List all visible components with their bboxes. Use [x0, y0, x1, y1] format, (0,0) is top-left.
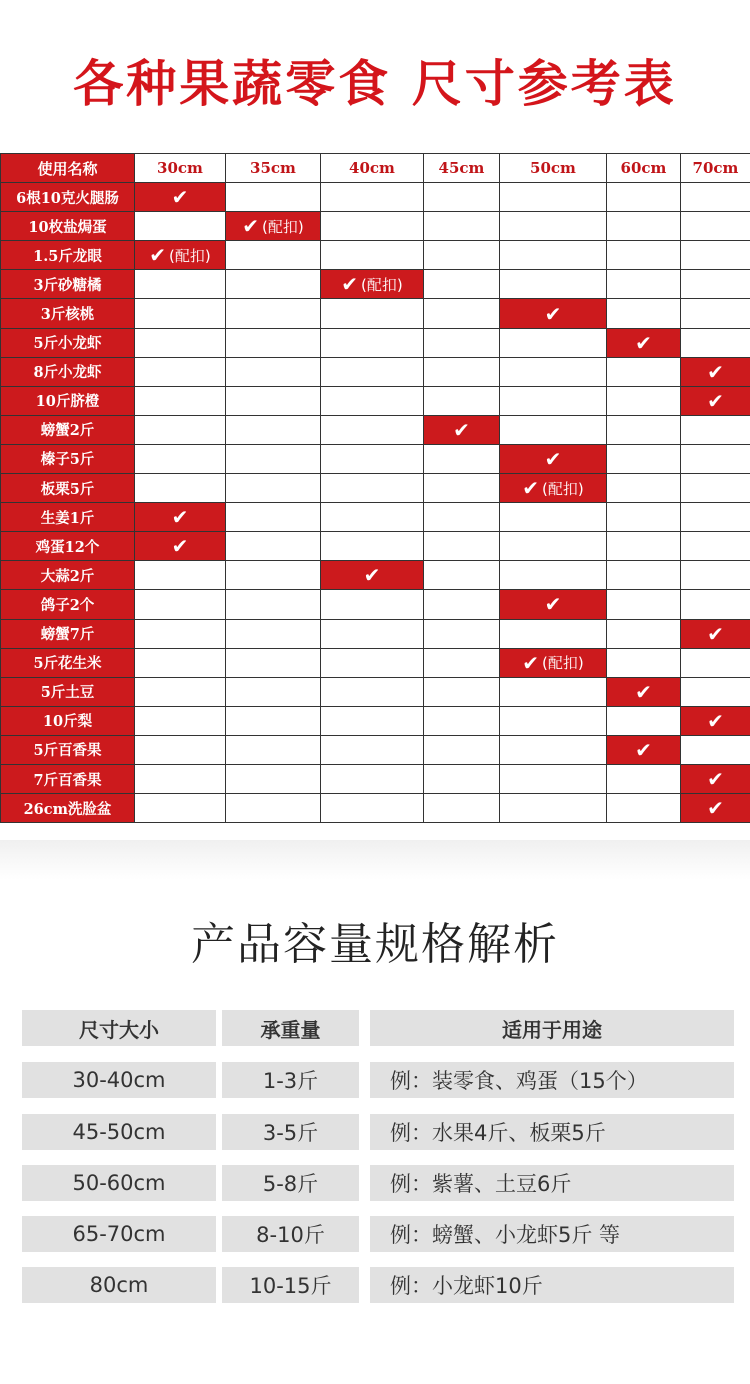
- row-item-name: 1.5斤龙眼: [1, 241, 135, 270]
- empty-cell: [681, 649, 750, 678]
- empty-cell: [226, 299, 321, 328]
- check-icon: ✔: [171, 505, 189, 530]
- empty-cell: [424, 358, 500, 387]
- empty-cell: [607, 620, 681, 649]
- empty-cell: [424, 620, 500, 649]
- check-icon: ✔: [707, 359, 724, 384]
- empty-cell: [607, 649, 681, 678]
- empty-cell: [607, 794, 681, 823]
- empty-cell: [321, 765, 424, 794]
- check-icon: ✔: [171, 534, 189, 559]
- empty-cell: [321, 532, 424, 561]
- size-match-cell: [607, 329, 681, 358]
- empty-cell: [135, 736, 226, 765]
- empty-cell: [500, 707, 607, 736]
- empty-cell: [500, 736, 607, 765]
- empty-cell: [321, 387, 424, 416]
- empty-cell: [424, 532, 500, 561]
- empty-cell: [424, 590, 500, 619]
- empty-cell: [226, 590, 321, 619]
- size-match-cell: [500, 474, 607, 503]
- spec-usage-cell: 例：水果4斤、板栗5斤: [370, 1114, 734, 1150]
- empty-cell: [135, 299, 226, 328]
- empty-cell: [681, 212, 750, 241]
- row-item-name: 板栗5斤: [1, 474, 135, 503]
- column-header-size: 40cm: [321, 154, 424, 183]
- spec-size-cell: 80cm: [22, 1267, 216, 1303]
- check-icon: ✔: [363, 563, 381, 588]
- empty-cell: [424, 212, 500, 241]
- check-icon: ✔: [522, 476, 540, 501]
- empty-cell: [321, 241, 424, 270]
- column-header-size: 45cm: [424, 154, 500, 183]
- empty-cell: [424, 387, 500, 416]
- empty-cell: [321, 358, 424, 387]
- empty-cell: [226, 620, 321, 649]
- row-item-name: 5斤花生米: [1, 649, 135, 678]
- empty-cell: [607, 241, 681, 270]
- empty-cell: [321, 503, 424, 532]
- empty-cell: [424, 329, 500, 358]
- empty-cell: [681, 532, 750, 561]
- spec-size-cell: 50-60cm: [22, 1165, 216, 1201]
- empty-cell: [135, 707, 226, 736]
- size-match-cell: [500, 649, 607, 678]
- empty-cell: [500, 387, 607, 416]
- fastener-note: (配扣): [542, 479, 584, 498]
- empty-cell: [135, 678, 226, 707]
- empty-cell: [321, 183, 424, 212]
- empty-cell: [135, 590, 226, 619]
- row-item-name: 5斤土豆: [1, 678, 135, 707]
- empty-cell: [681, 416, 750, 445]
- spec-load-cell: 10-15斤: [222, 1267, 359, 1303]
- empty-cell: [607, 299, 681, 328]
- fastener-note: (配扣): [169, 246, 211, 265]
- size-match-cell: [424, 416, 500, 445]
- column-header-size: 30cm: [135, 154, 226, 183]
- empty-cell: [226, 474, 321, 503]
- fastener-note: (配扣): [542, 654, 584, 673]
- empty-cell: [226, 416, 321, 445]
- check-icon: ✔: [242, 214, 260, 239]
- spec-row: [0, 1216, 750, 1252]
- spec-usage-cell: 例：螃蟹、小龙虾5斤 等: [370, 1216, 734, 1252]
- empty-cell: [226, 358, 321, 387]
- check-icon: ✔: [635, 737, 652, 762]
- empty-cell: [500, 561, 607, 590]
- empty-cell: [424, 794, 500, 823]
- empty-cell: [424, 678, 500, 707]
- empty-cell: [681, 445, 750, 474]
- empty-cell: [226, 241, 321, 270]
- check-icon: ✔: [544, 301, 562, 326]
- empty-cell: [607, 561, 681, 590]
- empty-cell: [321, 707, 424, 736]
- size-match-cell: [135, 503, 226, 532]
- empty-cell: [500, 241, 607, 270]
- check-icon: ✔: [171, 185, 189, 210]
- spec-header-row: [0, 1010, 750, 1046]
- empty-cell: [321, 736, 424, 765]
- empty-cell: [500, 358, 607, 387]
- check-icon: ✔: [544, 446, 562, 471]
- empty-cell: [500, 620, 607, 649]
- empty-cell: [424, 649, 500, 678]
- spec-usage-cell: 例：紫薯、土豆6斤: [370, 1165, 734, 1201]
- size-match-cell: [135, 183, 226, 212]
- row-item-name: 10枚盐焗蛋: [1, 212, 135, 241]
- row-item-name: 大蒜2斤: [1, 561, 135, 590]
- empty-cell: [321, 416, 424, 445]
- column-header-name: 使用名称: [1, 154, 135, 183]
- empty-cell: [135, 620, 226, 649]
- empty-cell: [607, 532, 681, 561]
- spec-load-cell: 8-10斤: [222, 1216, 359, 1252]
- size-match-cell: [135, 532, 226, 561]
- size-match-cell: [681, 358, 750, 387]
- empty-cell: [607, 270, 681, 299]
- empty-cell: [226, 183, 321, 212]
- size-match-cell: [135, 241, 226, 270]
- empty-cell: [424, 765, 500, 794]
- section-divider: [0, 840, 750, 880]
- fastener-note: (配扣): [262, 217, 304, 236]
- empty-cell: [681, 561, 750, 590]
- spec-usage-cell: 适用于用途: [370, 1010, 734, 1046]
- spec-section-title: 产品容量规格解析: [191, 919, 559, 970]
- size-match-cell: [607, 736, 681, 765]
- spec-size-cell: 45-50cm: [22, 1114, 216, 1150]
- empty-cell: [135, 649, 226, 678]
- spec-size-cell: 尺寸大小: [22, 1010, 216, 1046]
- row-item-name: 26cm洗脸盆: [1, 794, 135, 823]
- check-icon: ✔: [707, 708, 724, 733]
- spec-row: [0, 1165, 750, 1201]
- size-match-cell: [500, 445, 607, 474]
- empty-cell: [424, 736, 500, 765]
- empty-cell: [226, 329, 321, 358]
- size-match-cell: [500, 299, 607, 328]
- empty-cell: [607, 503, 681, 532]
- check-icon: ✔: [707, 796, 724, 821]
- empty-cell: [321, 212, 424, 241]
- column-header-size: 70cm: [681, 154, 750, 183]
- size-match-cell: [681, 707, 750, 736]
- empty-cell: [321, 678, 424, 707]
- row-item-name: 10斤梨: [1, 707, 135, 736]
- empty-cell: [681, 736, 750, 765]
- empty-cell: [424, 241, 500, 270]
- spec-size-cell: 65-70cm: [22, 1216, 216, 1252]
- empty-cell: [321, 474, 424, 503]
- spec-row: [0, 1267, 750, 1303]
- empty-cell: [681, 678, 750, 707]
- empty-cell: [226, 678, 321, 707]
- row-item-name: 榛子5斤: [1, 445, 135, 474]
- size-match-cell: [321, 270, 424, 299]
- fastener-note: (配扣): [361, 275, 403, 294]
- empty-cell: [226, 445, 321, 474]
- empty-cell: [135, 765, 226, 794]
- row-item-name: 5斤百香果: [1, 736, 135, 765]
- empty-cell: [321, 649, 424, 678]
- spec-row: [0, 1114, 750, 1150]
- empty-cell: [135, 270, 226, 299]
- empty-cell: [607, 445, 681, 474]
- empty-cell: [226, 736, 321, 765]
- spec-load-cell: 5-8斤: [222, 1165, 359, 1201]
- size-match-cell: [226, 212, 321, 241]
- column-header-size: 35cm: [226, 154, 321, 183]
- empty-cell: [226, 561, 321, 590]
- check-icon: ✔: [707, 388, 724, 413]
- size-match-cell: [500, 590, 607, 619]
- check-icon: ✔: [635, 330, 652, 355]
- empty-cell: [424, 270, 500, 299]
- empty-cell: [135, 387, 226, 416]
- row-item-name: 8斤小龙虾: [1, 358, 135, 387]
- empty-cell: [681, 299, 750, 328]
- empty-cell: [681, 590, 750, 619]
- size-match-cell: [681, 387, 750, 416]
- empty-cell: [424, 474, 500, 503]
- empty-cell: [226, 794, 321, 823]
- row-item-name: 10斤脐橙: [1, 387, 135, 416]
- empty-cell: [607, 416, 681, 445]
- empty-cell: [226, 387, 321, 416]
- empty-cell: [424, 183, 500, 212]
- size-reference-table: [0, 153, 750, 823]
- page-title: 各种果蔬零食 尺寸参考表: [73, 55, 677, 113]
- row-item-name: 5斤小龙虾: [1, 329, 135, 358]
- row-item-name: 6根10克火腿肠: [1, 183, 135, 212]
- empty-cell: [681, 329, 750, 358]
- empty-cell: [424, 503, 500, 532]
- empty-cell: [607, 183, 681, 212]
- spec-load-cell: 承重量: [222, 1010, 359, 1046]
- empty-cell: [321, 299, 424, 328]
- row-item-name: 鸽子2个: [1, 590, 135, 619]
- empty-cell: [607, 358, 681, 387]
- spec-size-cell: 30-40cm: [22, 1062, 216, 1098]
- empty-cell: [424, 445, 500, 474]
- empty-cell: [135, 445, 226, 474]
- row-item-name: 螃蟹7斤: [1, 620, 135, 649]
- spec-load-cell: 3-5斤: [222, 1114, 359, 1150]
- empty-cell: [226, 532, 321, 561]
- empty-cell: [321, 794, 424, 823]
- empty-cell: [135, 794, 226, 823]
- empty-cell: [321, 445, 424, 474]
- spec-load-cell: 1-3斤: [222, 1062, 359, 1098]
- column-header-size: 50cm: [500, 154, 607, 183]
- size-match-cell: [681, 620, 750, 649]
- spec-usage-cell: 例：装零食、鸡蛋（15个）: [370, 1062, 734, 1098]
- empty-cell: [424, 299, 500, 328]
- empty-cell: [135, 474, 226, 503]
- empty-cell: [135, 212, 226, 241]
- empty-cell: [607, 474, 681, 503]
- empty-cell: [681, 474, 750, 503]
- empty-cell: [226, 649, 321, 678]
- size-match-cell: [321, 561, 424, 590]
- empty-cell: [681, 270, 750, 299]
- row-item-name: 鸡蛋12个: [1, 532, 135, 561]
- empty-cell: [607, 387, 681, 416]
- empty-cell: [500, 765, 607, 794]
- empty-cell: [226, 707, 321, 736]
- spec-row: [0, 1062, 750, 1098]
- size-match-cell: [681, 765, 750, 794]
- check-icon: ✔: [341, 272, 359, 297]
- empty-cell: [681, 503, 750, 532]
- empty-cell: [226, 270, 321, 299]
- empty-cell: [135, 358, 226, 387]
- spec-usage-cell: 例：小龙虾10斤: [370, 1267, 734, 1303]
- empty-cell: [500, 212, 607, 241]
- row-item-name: 3斤砂糖橘: [1, 270, 135, 299]
- empty-cell: [500, 678, 607, 707]
- check-icon: ✔: [149, 243, 167, 268]
- row-item-name: 7斤百香果: [1, 765, 135, 794]
- empty-cell: [424, 707, 500, 736]
- empty-cell: [607, 707, 681, 736]
- empty-cell: [500, 416, 607, 445]
- empty-cell: [500, 532, 607, 561]
- row-item-name: 生姜1斤: [1, 503, 135, 532]
- empty-cell: [500, 270, 607, 299]
- check-icon: ✔: [707, 621, 724, 646]
- empty-cell: [500, 503, 607, 532]
- empty-cell: [607, 765, 681, 794]
- check-icon: ✔: [453, 417, 470, 442]
- check-icon: ✔: [522, 650, 540, 675]
- size-match-cell: [681, 794, 750, 823]
- empty-cell: [607, 590, 681, 619]
- empty-cell: [500, 183, 607, 212]
- empty-cell: [321, 590, 424, 619]
- column-header-size: 60cm: [607, 154, 681, 183]
- empty-cell: [226, 503, 321, 532]
- empty-cell: [500, 794, 607, 823]
- empty-cell: [681, 241, 750, 270]
- empty-cell: [135, 561, 226, 590]
- empty-cell: [135, 416, 226, 445]
- empty-cell: [321, 620, 424, 649]
- empty-cell: [681, 183, 750, 212]
- empty-cell: [424, 561, 500, 590]
- empty-cell: [607, 212, 681, 241]
- empty-cell: [500, 329, 607, 358]
- row-item-name: 3斤核桃: [1, 299, 135, 328]
- size-match-cell: [607, 678, 681, 707]
- empty-cell: [135, 329, 226, 358]
- row-item-name: 螃蟹2斤: [1, 416, 135, 445]
- empty-cell: [226, 765, 321, 794]
- empty-cell: [321, 329, 424, 358]
- check-icon: ✔: [707, 767, 724, 792]
- check-icon: ✔: [635, 679, 652, 704]
- check-icon: ✔: [544, 592, 562, 617]
